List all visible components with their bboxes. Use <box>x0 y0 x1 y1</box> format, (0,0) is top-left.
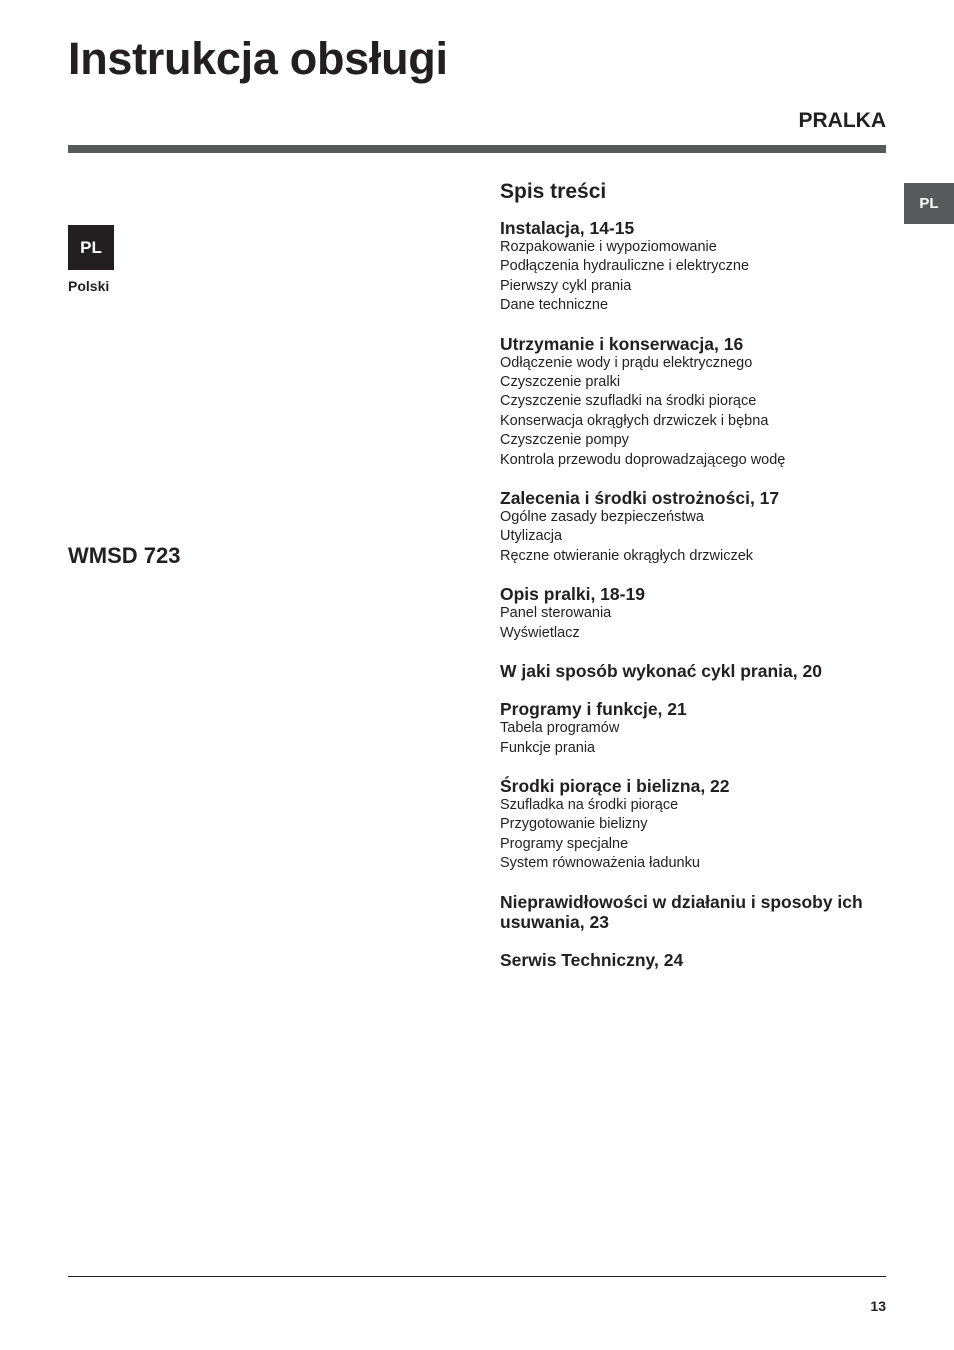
toc-item-list <box>500 604 886 643</box>
toc-section-title: Serwis Techniczny, 24 <box>500 949 684 970</box>
toc-item: Czyszczenie szufladki na środki piorące <box>500 393 757 410</box>
language-side-tab: PL <box>904 183 954 224</box>
toc-item: Pierwszy cykl prania <box>500 277 632 294</box>
header-divider <box>68 145 886 153</box>
toc-section-title: Programy i funkcje, 21 <box>500 699 687 720</box>
toc-item: Ręczne otwieranie okrągłych drzwiczek <box>500 547 754 564</box>
toc-section-title: Instalacja, 14-15 <box>500 218 635 238</box>
toc-item: Programy specjalne <box>500 835 629 852</box>
toc-item: Dane techniczne <box>500 297 609 314</box>
toc-item: Konserwacja okrągłych drzwiczek i bębna <box>500 412 769 429</box>
toc-sections <box>500 218 886 970</box>
toc-item: Utylizacja <box>500 528 563 545</box>
toc-heading: Spis treści <box>500 180 607 203</box>
toc-section <box>500 776 886 874</box>
toc-section <box>500 661 886 681</box>
toc-item: Odłączenie wody i prądu elektrycznego <box>500 354 753 371</box>
toc-item: Czyszczenie pompy <box>500 432 629 449</box>
toc-item: Funkcje prania <box>500 739 596 756</box>
toc-item-list <box>500 354 886 470</box>
toc-section-title: Nieprawidłowości w działaniu i sposoby ich usuwania, 23 <box>500 891 863 932</box>
toc-item: System równoważenia ładunku <box>500 855 700 872</box>
page-number: 13 <box>870 1298 886 1314</box>
toc-section-title: Opis pralki, 18-19 <box>500 584 645 605</box>
toc-section <box>500 218 886 316</box>
toc-item: Szufladka na środki piorące <box>500 796 679 813</box>
toc-item: Ogólne zasady bezpieczeństwa <box>500 509 704 526</box>
toc-item-list <box>500 238 886 316</box>
toc-item: Kontrola przewodu doprowadzającego wodę <box>500 451 786 468</box>
footer-divider <box>68 1276 886 1277</box>
toc-section <box>500 950 886 970</box>
language-name: Polski <box>68 278 110 294</box>
toc-section-title: Środki piorące i bielizna, 22 <box>500 775 730 796</box>
toc-section-title: Zalecenia i środki ostrożności, 17 <box>500 488 780 509</box>
toc-item: Podłączenia hydrauliczne i elektryczne <box>500 258 750 275</box>
toc-section-title: Utrzymanie i konserwacja, 16 <box>500 333 744 354</box>
toc-item: Rozpakowanie i wypoziomowanie <box>500 239 717 255</box>
toc-section <box>500 699 886 758</box>
toc-section <box>500 584 886 643</box>
product-type: PRALKA <box>798 109 886 132</box>
toc-item-list <box>500 719 886 758</box>
toc-item: Czyszczenie pralki <box>500 374 621 391</box>
toc-section-title: W jaki sposób wykonać cykl prania, 20 <box>500 661 822 682</box>
table-of-contents <box>500 178 886 988</box>
model-name: WMSD 723 <box>68 543 181 568</box>
page-title: Instrukcja obsługi <box>68 33 448 84</box>
toc-item: Panel sterowania <box>500 605 612 622</box>
toc-item: Przygotowanie bielizny <box>500 816 648 833</box>
toc-section <box>500 334 886 470</box>
toc-section <box>500 892 886 932</box>
toc-item-list <box>500 796 886 874</box>
language-badge: PL <box>68 225 114 270</box>
toc-item: Tabela programów <box>500 720 620 737</box>
toc-item-list <box>500 508 886 566</box>
toc-section <box>500 488 886 566</box>
toc-item: Wyświetlacz <box>500 624 580 641</box>
